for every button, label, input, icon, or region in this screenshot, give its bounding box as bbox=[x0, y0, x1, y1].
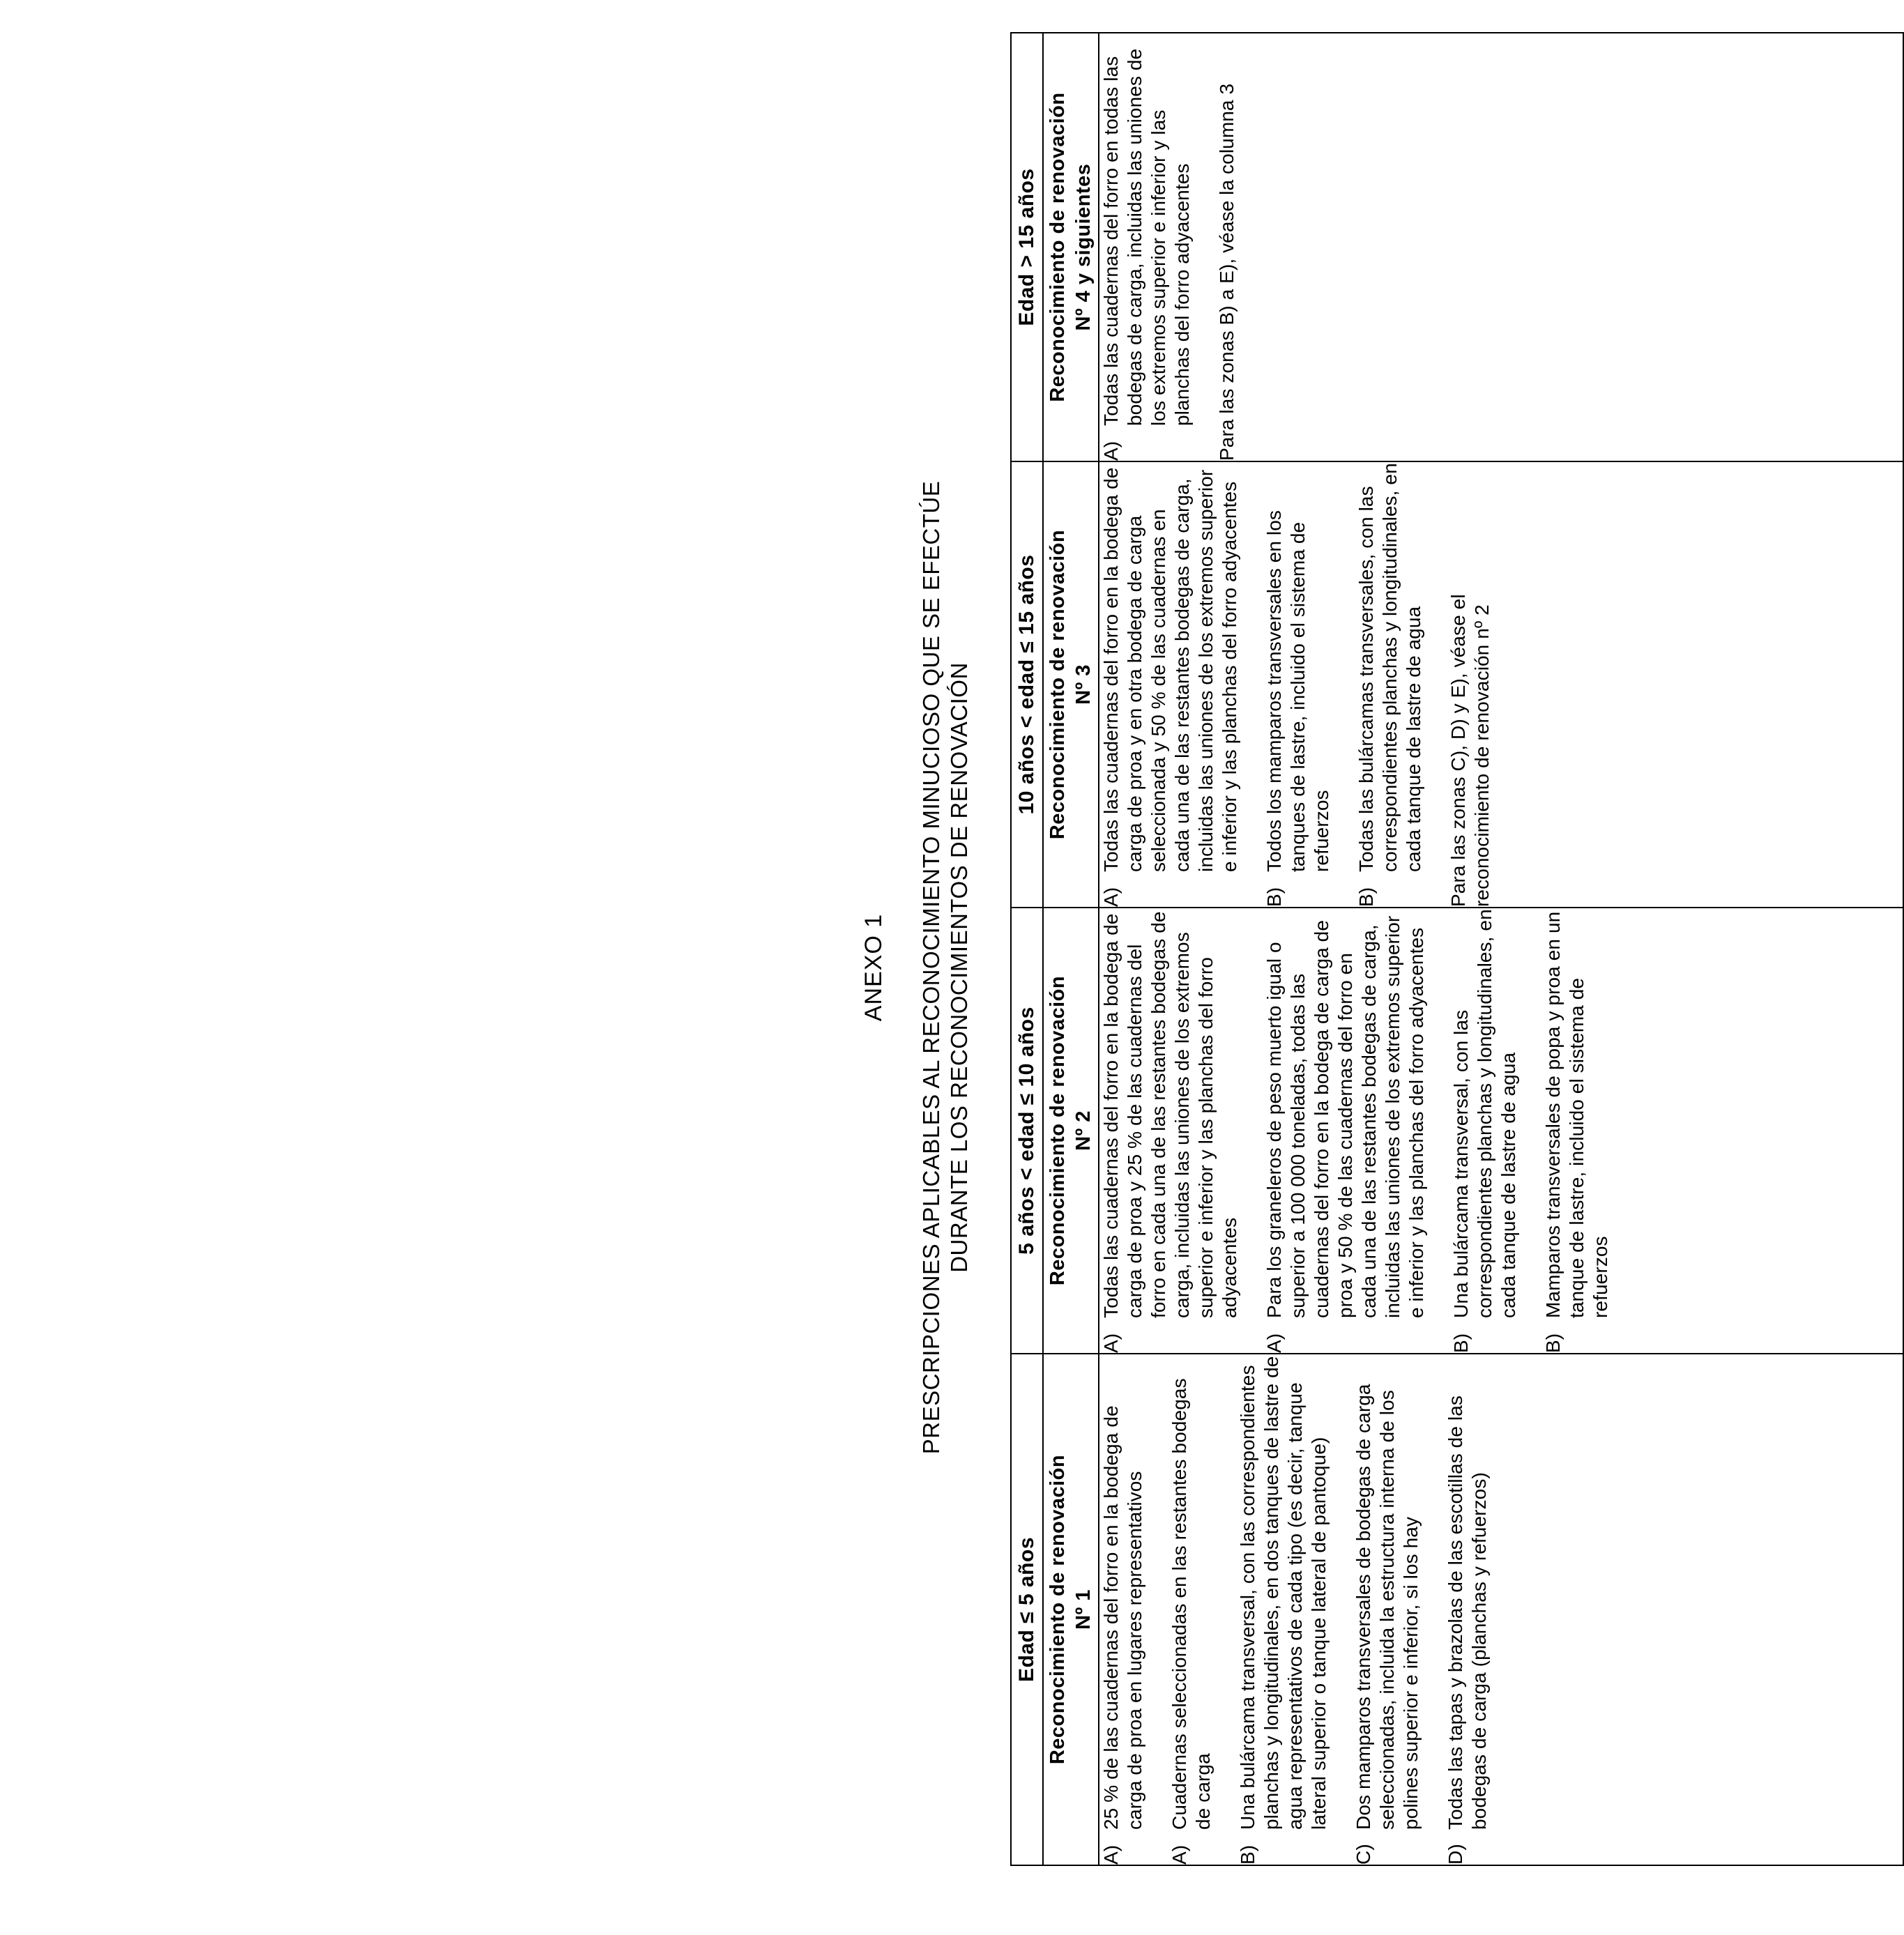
item-letter: C) bbox=[1353, 1844, 1374, 1865]
requirement-item bbox=[1236, 1354, 1331, 1865]
requirement-item bbox=[1444, 1354, 1491, 1865]
column-2-content bbox=[1099, 908, 1903, 1354]
item-text: Una bulárcama transversal, con las correspondientes planchas y longitudinales, en dos tanques de lastre de agua representativos de cada tipo (es decir, tanque lateral superior o tanque lateral de pantoque) bbox=[1237, 1356, 1330, 1830]
item-letter: D) bbox=[1445, 1844, 1466, 1865]
item-letter: A) bbox=[1100, 887, 1122, 907]
item-text: Todas las tapas y brazolas de las escotillas de las bodegas de carga (planchas y refuerzos) bbox=[1445, 1395, 1490, 1830]
requirement-item bbox=[1168, 1354, 1215, 1865]
survey-requirements-table bbox=[1010, 32, 1904, 1866]
survey-header-1 bbox=[1043, 1354, 1099, 1865]
requirement-item bbox=[1449, 908, 1521, 1353]
item-letter: B) bbox=[1237, 1844, 1258, 1865]
item-text: Mamparos transversales de popa y proa en un tanque de lastre, incluido el sistema de refuerzos bbox=[1542, 911, 1611, 1318]
column-4-content bbox=[1099, 33, 1903, 461]
document-title bbox=[917, 0, 973, 1935]
survey-header-label: Reconocimiento de renovación bbox=[1046, 1454, 1069, 1765]
title-line-1: PRESCRIPCIONES APLICABLES AL RECONOCIMIENTO MINUCIOSO QUE SE EFECTÚE bbox=[918, 480, 944, 1455]
requirement-item bbox=[1355, 462, 1426, 907]
content-row bbox=[1099, 33, 1903, 1865]
item-letter: A) bbox=[1263, 1333, 1285, 1353]
item-letter: A) bbox=[1168, 1844, 1190, 1865]
cross-reference-note: Para las zonas C), D) y E), véase el reconocimiento de renovación nº 2 bbox=[1447, 594, 1493, 907]
item-text: Cuadernas seleccionadas en las restantes bodegas de carga bbox=[1168, 1378, 1214, 1830]
annex-label: ANEXO 1 bbox=[860, 913, 887, 1022]
survey-header-4 bbox=[1043, 33, 1099, 461]
survey-header-row bbox=[1043, 33, 1099, 1865]
item-text: Para los graneleros de peso muerto igual o superior a 100 000 toneladas, todas las cuadernas del forro en la bodega de carga de proa y 50 % de las cuadernas del forro en cada una de las restantes bodegas de carga, incluidas las uniones de los extremos superior e inferior y las planchas del forro adyacentes bbox=[1263, 915, 1427, 1318]
survey-header-number: Nº 1 bbox=[1072, 1589, 1095, 1630]
item-text: 25 % de las cuadernas del forro en la bodega de carga de proa en lugares representativos bbox=[1100, 1405, 1145, 1830]
item-text: Todas las cuadernas del forro en la bodega de carga de proa y 25 % de las cuadernas del forro en cada una de las restantes bodegas de carga, incluidas las uniones de los extremos superior e inferior y las planchas del forro adyacentes bbox=[1100, 911, 1240, 1318]
requirement-item bbox=[1099, 908, 1242, 1353]
survey-header-3 bbox=[1043, 461, 1099, 908]
requirement-item bbox=[1263, 462, 1334, 907]
item-text: Una bulárcama transversal, con las correspondientes planchas y longitudinales, en cada tanque de lastre de agua bbox=[1450, 909, 1519, 1318]
item-text: Todas las cuadernas del forro en todas las bodegas de carga, incluidas las uniones de los extremos superior e inferior y las planchas del forro adyacentes bbox=[1100, 48, 1193, 426]
item-letter: B) bbox=[1450, 1333, 1472, 1353]
requirement-item bbox=[1099, 1354, 1147, 1865]
survey-header-number: Nº 2 bbox=[1072, 1110, 1095, 1151]
age-header-1: Edad ≤ 5 años bbox=[1011, 1354, 1043, 1865]
requirement-item bbox=[1352, 1354, 1423, 1865]
survey-header-label: Reconocimiento de renovación bbox=[1046, 975, 1069, 1286]
survey-header-number: Nº 4 y siguientes bbox=[1072, 163, 1095, 331]
survey-header-label: Reconocimiento de renovación bbox=[1046, 529, 1069, 840]
item-letter: B) bbox=[1355, 887, 1377, 907]
age-header-3: 10 años < edad ≤ 15 años bbox=[1011, 461, 1043, 908]
survey-header-label: Reconocimiento de renovación bbox=[1046, 92, 1069, 402]
survey-header-2 bbox=[1043, 908, 1099, 1354]
item-text: Todas las bulárcamas transversales, con las correspondientes planchas y longitudinales, en cada tanque de lastre de agua bbox=[1355, 463, 1424, 872]
requirement-item bbox=[1099, 33, 1194, 461]
item-letter: B) bbox=[1542, 1333, 1564, 1353]
item-text: Dos mamparos transversales de bodegas de carga seleccionadas, incluida la estructura interna de los polines superior e inferior, si los hay bbox=[1353, 1384, 1422, 1830]
age-header-2: 5 años < edad ≤ 10 años bbox=[1011, 908, 1043, 1354]
age-header-row bbox=[1011, 33, 1043, 1865]
cross-reference-note: Para las zonas B) a E), véase la columna 3 bbox=[1216, 83, 1237, 461]
column-1-content bbox=[1099, 1354, 1903, 1865]
item-letter: A) bbox=[1100, 1844, 1122, 1865]
requirement-item bbox=[1099, 462, 1242, 907]
requirement-item bbox=[1263, 908, 1429, 1353]
title-line-2: DURANTE LOS RECONOCIMIENTOS DE RENOVACIÓN bbox=[946, 662, 972, 1273]
item-text: Todas las cuadernas del forro en la bodega de carga de proa y en otra bodega de carga seleccionada y 50 % de las cuadernas en cada una de las restantes bodegas de carga, incluidas las uniones de los extremos superior e inferior y las planchas del forro adyacentes bbox=[1100, 467, 1240, 872]
age-header-4: Edad > 15 años bbox=[1011, 33, 1043, 461]
column-3-content bbox=[1099, 461, 1903, 908]
item-letter: B) bbox=[1263, 887, 1285, 907]
requirement-item bbox=[1541, 908, 1613, 1353]
item-text: Todos los mamparos transversales en los tanques de lastre, incluido el sistema de refuerzos bbox=[1263, 510, 1332, 872]
item-letter: A) bbox=[1100, 1333, 1122, 1353]
survey-header-number: Nº 3 bbox=[1072, 664, 1095, 705]
item-letter: A) bbox=[1100, 441, 1122, 461]
